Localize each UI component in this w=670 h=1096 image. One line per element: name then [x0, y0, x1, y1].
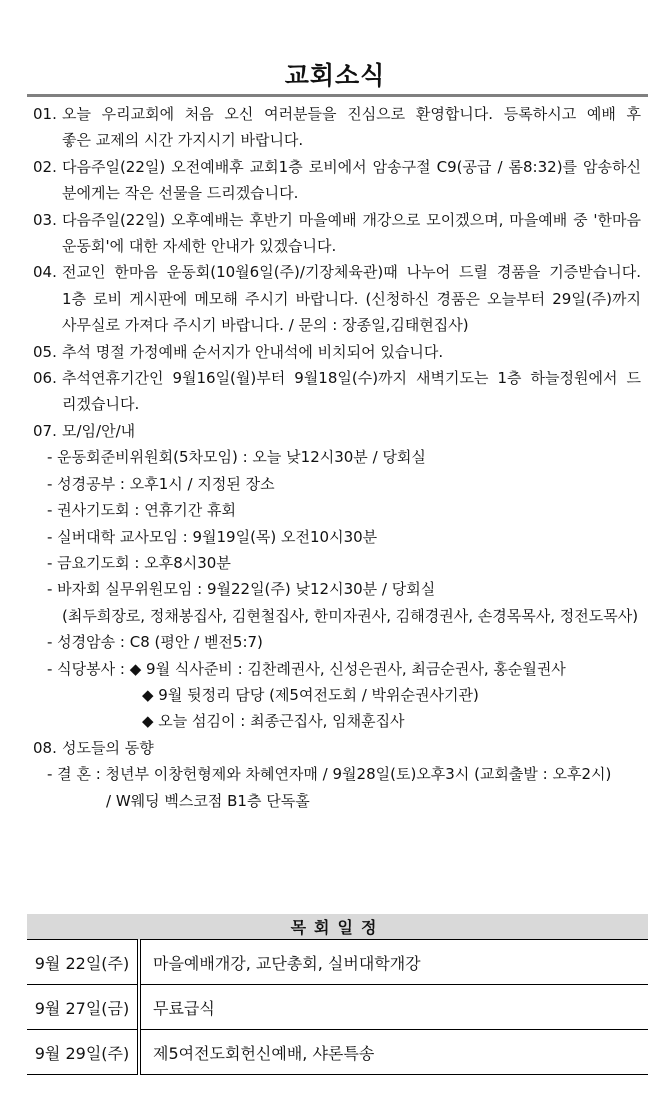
- item-number: 08.: [33, 738, 57, 757]
- schedule-event: 무료급식: [139, 985, 648, 1030]
- item-text: 다음주일(22일) 오후예배는 후반기 마을예배 개강으로 모이겠으며, 마을예배 중 '한마음: [62, 210, 641, 229]
- schedule-date: 9월 27일(금): [27, 985, 139, 1030]
- meeting-item: - 권사기도회 : 연휴기간 휴회: [47, 501, 236, 520]
- announcement-item: [33, 259, 641, 338]
- meeting-item: - 실버대학 교사모임 : 9월19일(목) 오전10시30분: [47, 527, 378, 546]
- announcement-item: [33, 207, 641, 260]
- wedding-venue: / W웨딩 벡스코점 B1층 단독홀: [106, 791, 310, 810]
- table-row: [27, 940, 648, 985]
- bazaar-members: (최두희장로, 정채봉집사, 김현철집사, 한미자권사, 김해경권사, 손경목목사, 정전도목사): [62, 606, 639, 625]
- announcement-item: [33, 735, 641, 814]
- item-text: 전교인 한마음 운동회(10월6일(주)/기장체육관)때 나누어 드릴 경품을 기증받습니다.: [62, 263, 641, 282]
- kitchen-bullet: ◆ 9월 뒷정리 담당 (제5여전도회 / 박위순권사기관): [142, 685, 479, 704]
- announcement-item: [33, 365, 641, 418]
- item-text: 성도들의 동향: [62, 738, 154, 757]
- meeting-item: - 바자회 실무위원모임 : 9월22일(주) 낮12시30분 / 당회실: [47, 580, 436, 599]
- schedule-table: [27, 914, 648, 1075]
- table-row: [27, 1030, 648, 1075]
- item-text: 추석연휴기간인 9월16일(월)부터 9월18일(수)까지 새벽기도는 1층 하늘정원에서 드: [62, 369, 641, 388]
- schedule-header: 목회일정: [27, 914, 648, 940]
- schedule-date: 9월 22일(주): [27, 940, 139, 985]
- item-text: 사무실로 가져다 주시기 바랍니다. / 문의 : 장종일,김태현집사): [62, 316, 469, 335]
- item-text: 분에게는 작은 선물을 드리겠습니다.: [62, 184, 299, 203]
- item-text: 다음주일(22일) 오전예배후 교회1층 로비에서 암송구절 C9(공급 / 롬8:32)를 암송하신: [62, 157, 641, 176]
- announcement-item: [33, 101, 641, 154]
- page-title: 교회소식: [284, 61, 386, 90]
- item-number: 05.: [33, 342, 57, 361]
- meeting-item: - 운동회준비위원회(5차모임) : 오늘 낮12시30분 / 당회실: [47, 448, 426, 467]
- announcement-item: [33, 154, 641, 207]
- item-number: 01.: [33, 105, 57, 123]
- meeting-item: - 금요기도회 : 오후8시30분: [47, 553, 231, 572]
- item-number: 07.: [33, 421, 57, 440]
- item-text: 모/임/안/내: [62, 421, 136, 440]
- kitchen-bullet: ◆ 오늘 섬김이 : 최종근집사, 임채훈집사: [142, 712, 405, 731]
- announcements: [33, 101, 641, 814]
- item-text: 1층 로비 게시판에 메모해 주시기 바랍니다. (신청하신 경품은 오늘부터 29일(주)까지: [62, 289, 641, 308]
- wedding-item: - 결 혼 : 청년부 이창헌형제와 차혜연자매 / 9월28일(토)오후3시 (교회출발 : 오후2시): [47, 765, 612, 784]
- schedule-date: 9월 29일(주): [27, 1030, 139, 1075]
- item-text: 추석 명절 가정예배 순서지가 안내석에 비치되어 있습니다.: [62, 342, 444, 361]
- announcement-item: [33, 418, 641, 735]
- item-text: 오늘 우리교회에 처음 오신 여러분들을 진심으로 환영합니다. 등록하시고 예배 후: [62, 105, 641, 123]
- announcement-item: [33, 339, 641, 365]
- meeting-item: - 성경공부 : 오후1시 / 지정된 장소: [47, 474, 275, 493]
- schedule-event: 마을예배개강, 교단총회, 실버대학개강: [139, 940, 648, 985]
- kitchen-label: - 식당봉사 :: [47, 659, 130, 678]
- title-divider: [27, 94, 648, 97]
- schedule-event: 제5여전도회헌신예배, 샤론특송: [139, 1030, 648, 1075]
- item-number: 03.: [33, 210, 57, 229]
- table-row: [27, 985, 648, 1030]
- item-number: 06.: [33, 369, 57, 388]
- item-text: 운동회'에 대한 자세한 안내가 있겠습니다.: [62, 237, 337, 256]
- meeting-item: - 성경암송 : C8 (평안 / 벧전5:7): [47, 633, 263, 652]
- item-number: 02.: [33, 157, 57, 176]
- item-text: 좋은 교제의 시간 가지시기 바랍니다.: [62, 131, 304, 150]
- item-text: 리겠습니다.: [62, 395, 140, 414]
- item-number: 04.: [33, 263, 57, 282]
- kitchen-bullet: ◆ 9월 식사준비 : 김찬례권사, 신성은권사, 최금순권사, 홍순월권사: [129, 659, 566, 678]
